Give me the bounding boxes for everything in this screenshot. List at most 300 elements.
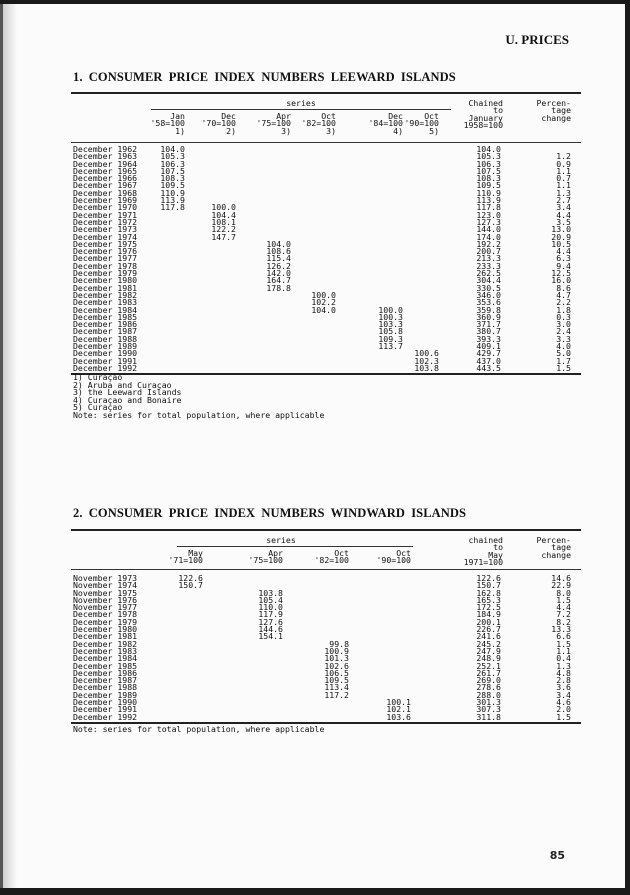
table2-header [71, 531, 581, 569]
percentage-change-value: 2.0 [556, 704, 571, 715]
table-row [71, 226, 581, 233]
chained-value: 248.9 [476, 653, 501, 664]
series-value: 109.3 [378, 333, 403, 344]
chained-value: 393.3 [476, 333, 501, 344]
row-label: December 1992 [73, 711, 138, 722]
series-column-header-l1: Apr [276, 111, 291, 121]
row-label: December 1963 [73, 151, 138, 162]
chained-value: 311.8 [476, 711, 501, 722]
chained-value: 174.0 [476, 231, 501, 242]
percentage-change-value: 1.3 [556, 660, 571, 671]
row-label: December 1964 [73, 158, 138, 169]
chained-value: 301.3 [476, 697, 501, 708]
percentage-change-value: 1.7 [556, 355, 571, 366]
percentage-change-value: 1.5 [556, 711, 571, 722]
series-column-header-l3: 1) [175, 125, 185, 136]
chained-value: 192.2 [476, 238, 501, 249]
series-column-header-l2: '82=100 [314, 555, 349, 566]
percentage-change-value: 20.9 [551, 231, 571, 242]
page-number: 85 [549, 849, 565, 862]
percentage-change-value: 3.5 [556, 216, 571, 227]
chained-value: 360.9 [476, 311, 501, 322]
series-value: 99.8 [329, 638, 349, 649]
table-row [71, 238, 581, 249]
percentage-change-value: 1.5 [556, 594, 571, 605]
chained-value: 150.7 [476, 580, 501, 591]
chained-value: 108.3 [476, 173, 501, 184]
row-label: December 1979 [73, 616, 138, 627]
percentage-change-value: 4.6 [556, 697, 571, 708]
row-label: November 1974 [73, 580, 138, 591]
table-row [71, 333, 581, 344]
chained-value: 247.9 [476, 645, 501, 656]
pct-header-l3: change [541, 549, 571, 560]
percentage-change-value: 4.8 [556, 667, 571, 678]
series-value: 147.7 [211, 231, 236, 242]
series-value: 142.0 [266, 268, 291, 279]
table-row [71, 575, 581, 582]
series-column-header [186, 113, 236, 135]
table-row [71, 706, 581, 713]
percentage-change-value: 14.6 [551, 573, 571, 583]
table-row [71, 255, 581, 262]
chained-value: 144.0 [476, 224, 501, 235]
percentage-change-value: 4.0 [556, 341, 571, 352]
series-value: 103.8 [258, 587, 283, 598]
row-label: November 1976 [73, 594, 138, 605]
series-value: 100.0 [311, 289, 336, 300]
table-row [71, 260, 581, 271]
series-column-header-l2: '75=100 [256, 118, 291, 129]
chained-value: 261.7 [476, 667, 501, 678]
chained-header-l3: May [488, 549, 503, 560]
chained-value: 262.5 [476, 268, 501, 279]
series-value: 108.6 [266, 246, 291, 257]
table-row [71, 321, 581, 328]
series-value: 106.3 [160, 158, 185, 169]
series-column-header-l3: 3) [281, 125, 291, 136]
series-value: 122.6 [178, 573, 203, 583]
row-label: December 1989 [73, 689, 138, 700]
percentage-change-value: 1.3 [556, 187, 571, 198]
row-label: December 1991 [73, 704, 138, 715]
row-label: November 1975 [73, 587, 138, 598]
table1-header [71, 94, 581, 142]
series-column-header-l3: 4) [393, 125, 403, 136]
percentage-change-value: 4.4 [556, 246, 571, 257]
table-row [71, 328, 581, 335]
chained-value: 359.8 [476, 304, 501, 315]
pct-header [521, 537, 571, 559]
series-value: 101.3 [324, 653, 349, 664]
row-label: December 1985 [73, 311, 138, 322]
percentage-change-value: 16.0 [551, 275, 571, 286]
percentage-change-value: 6.6 [556, 631, 571, 642]
series-value: 126.2 [266, 260, 291, 271]
table-row [71, 175, 581, 182]
chained-value: 353.6 [476, 297, 501, 308]
series-value: 110.0 [258, 602, 283, 613]
percentage-change-value: 3.6 [556, 682, 571, 693]
row-label: December 1990 [73, 697, 138, 708]
chained-value: 213.3 [476, 253, 501, 264]
page-gutter-shadow [3, 4, 17, 888]
pct-header-l1: Percen- [536, 98, 571, 108]
row-label: December 1982 [73, 289, 138, 300]
table-row [71, 182, 581, 189]
percentage-change-value: 0.7 [556, 173, 571, 184]
chained-value: 241.6 [476, 631, 501, 642]
chained-value: 330.5 [476, 282, 501, 293]
series-value: 100.6 [414, 348, 439, 359]
row-label: December 1979 [73, 268, 138, 279]
row-label: December 1984 [73, 304, 138, 315]
percentage-change-value: 13.0 [551, 224, 571, 235]
row-label: December 1977 [73, 253, 138, 264]
table-row [71, 146, 581, 153]
series-column-header [135, 113, 185, 135]
series-column-header-l2: '82=100 [301, 118, 336, 129]
chained-value: 165.3 [476, 594, 501, 605]
table1 [71, 92, 581, 375]
series-value: 109.5 [324, 675, 349, 686]
table-row [71, 587, 581, 598]
row-label: December 1980 [73, 275, 138, 286]
series-column-header-l1: May [188, 548, 203, 558]
chained-value: 269.0 [476, 675, 501, 686]
row-label: December 1988 [73, 333, 138, 344]
series-column-header-l1: Dec [388, 111, 403, 121]
table2-notes [73, 726, 324, 734]
series-value: 100.0 [378, 304, 403, 315]
percentage-change-value: 9.4 [556, 260, 571, 271]
chained-value: 252.1 [476, 660, 501, 671]
series-column-header [233, 550, 283, 565]
chained-header [451, 537, 503, 566]
row-label: December 1983 [73, 297, 138, 308]
series-value: 104.0 [311, 304, 336, 315]
footnote: Note: series for total population, where applicable [73, 724, 325, 734]
series-value: 105.4 [258, 594, 283, 605]
percentage-change-value: 10.5 [551, 238, 571, 249]
series-column-header [153, 550, 203, 565]
series-value: 104.0 [160, 144, 185, 154]
percentage-change-value: 3.4 [556, 689, 571, 700]
row-label: December 1965 [73, 165, 138, 176]
percentage-change-value: 8.0 [556, 587, 571, 598]
section-header: U. PRICES [505, 32, 569, 47]
series-column-header-l2: '70=100 [201, 118, 236, 129]
series-value: 102.1 [386, 704, 411, 715]
row-label: November 1977 [73, 602, 138, 613]
table-row [71, 165, 581, 176]
series-value: 113.9 [160, 195, 185, 206]
chained-value: 127.3 [476, 216, 501, 227]
percentage-change-value: 1.5 [556, 638, 571, 649]
series-column-header [389, 113, 439, 135]
series-column-header-l1: Oct [396, 548, 411, 558]
row-label: December 1986 [73, 319, 138, 330]
row-label: December 1968 [73, 187, 138, 198]
series-column-header [299, 550, 349, 565]
percentage-change-value: 2.4 [556, 326, 571, 337]
series-column-header-l2: '84=100 [368, 118, 403, 129]
pct-header-l1: Percen- [536, 535, 571, 545]
percentage-change-value: 13.3 [551, 624, 571, 635]
series-value: 107.5 [160, 165, 185, 176]
percentage-change-value: 1.2 [556, 151, 571, 162]
series-value: 104.4 [211, 209, 236, 220]
series-label: series [286, 98, 316, 108]
series-value: 105.3 [160, 151, 185, 162]
series-value: 103.8 [414, 362, 439, 373]
chained-value: 226.7 [476, 624, 501, 635]
chained-header-l4: 1958=100 [463, 119, 503, 130]
row-label: December 1974 [73, 231, 138, 242]
series-value: 178.8 [266, 282, 291, 293]
chained-value: 409.1 [476, 341, 501, 352]
percentage-change-value: 5.0 [556, 348, 571, 359]
table-row [71, 362, 581, 373]
series-column-header-l1: Oct [321, 111, 336, 121]
percentage-change-value: 1.1 [556, 645, 571, 656]
row-label: December 1969 [73, 195, 138, 206]
series-column-header [286, 113, 336, 135]
chained-header-l2: to [493, 542, 503, 553]
table-row [71, 158, 581, 169]
chained-value: 443.5 [476, 362, 501, 373]
series-value: 102.6 [324, 660, 349, 671]
series-value: 103.6 [386, 711, 411, 722]
pct-header [521, 100, 571, 122]
percentage-change-value: 1.8 [556, 304, 571, 315]
row-label: December 1985 [73, 660, 138, 671]
table-row [71, 582, 581, 589]
chained-header-l1: Chained [468, 98, 503, 108]
percentage-change-value: 0.4 [556, 653, 571, 664]
series-rule [177, 546, 413, 547]
series-value: 144.6 [258, 624, 283, 635]
chained-value: 172.5 [476, 602, 501, 613]
chained-value: 110.9 [476, 187, 501, 198]
chained-value: 245.2 [476, 638, 501, 649]
table-row [71, 304, 581, 315]
series-value: 103.3 [378, 319, 403, 330]
row-label: December 1986 [73, 667, 138, 678]
table-row [71, 209, 581, 220]
chained-header-l3: January [468, 112, 503, 123]
table-row [71, 355, 581, 366]
series-column-header [361, 550, 411, 565]
row-label: December 1962 [73, 144, 138, 154]
series-value: 102.2 [311, 297, 336, 308]
table2-body [71, 570, 581, 721]
table2 [71, 529, 581, 724]
series-value: 164.7 [266, 275, 291, 286]
series-column-header-l1: Apr [268, 548, 283, 558]
table-row [71, 604, 581, 611]
row-label: December 1987 [73, 326, 138, 337]
percentage-change-value: 7.2 [556, 609, 571, 620]
table-row [71, 270, 581, 277]
row-label: December 1967 [73, 180, 138, 191]
table-row [71, 216, 581, 227]
chained-value: 380.7 [476, 326, 501, 337]
row-label: December 1991 [73, 355, 138, 366]
series-column-header-l3: 3) [326, 125, 336, 136]
table-row [71, 616, 581, 627]
row-label: December 1976 [73, 246, 138, 257]
table-row [71, 633, 581, 640]
row-label: December 1981 [73, 631, 138, 642]
table-row [71, 611, 581, 618]
row-label: December 1966 [73, 173, 138, 184]
series-value: 102.3 [414, 355, 439, 366]
row-label: December 1981 [73, 282, 138, 293]
table-row [71, 343, 581, 350]
series-value: 108.3 [160, 173, 185, 184]
percentage-change-value: 4.4 [556, 602, 571, 613]
table-row [71, 689, 581, 700]
chained-value: 307.3 [476, 704, 501, 715]
chained-header-l1: chained [468, 535, 503, 545]
table1-body [71, 143, 581, 372]
series-column-header-l2: '90=100 [404, 118, 439, 129]
series-value: 122.2 [211, 224, 236, 235]
chained-value: 233.3 [476, 260, 501, 271]
series-column-header-l1: Dec [221, 111, 236, 121]
series-column-header-l3: 5) [429, 125, 439, 136]
row-label: December 1989 [73, 341, 138, 352]
chained-value: 123.0 [476, 209, 501, 220]
chained-value: 288.0 [476, 689, 501, 700]
percentage-change-value: 2.2 [556, 297, 571, 308]
row-label: December 1988 [73, 682, 138, 693]
percentage-change-value: 2.7 [556, 195, 571, 206]
row-label: December 1973 [73, 224, 138, 235]
series-rule [151, 109, 451, 110]
table-row [71, 248, 581, 255]
table1-title: 1. CONSUMER PRICE INDEX NUMBERS LEEWARD ISLANDS [73, 70, 456, 84]
series-value: 117.2 [324, 689, 349, 700]
percentage-change-value: 1.1 [556, 165, 571, 176]
chained-header [451, 100, 503, 129]
row-label: December 1984 [73, 653, 138, 664]
footnote: 2) Aruba and Curaçao [73, 379, 172, 390]
document-page [0, 4, 625, 888]
pct-header-l2: tage [551, 542, 571, 553]
table-row [71, 594, 581, 605]
percentage-change-value: 3.0 [556, 319, 571, 330]
chained-value: 117.8 [476, 202, 501, 213]
table2-title: 2. CONSUMER PRICE INDEX NUMBERS WINDWARD ISLANDS [73, 506, 467, 520]
row-label: December 1978 [73, 609, 138, 620]
series-column-header-l1: Oct [424, 111, 439, 121]
series-column-header-l3: 2) [226, 125, 236, 136]
row-label: December 1971 [73, 209, 138, 220]
footnote: 1) Curaçao [73, 372, 123, 382]
percentage-change-value: 2.8 [556, 675, 571, 686]
percentage-change-value: 4.4 [556, 209, 571, 220]
series-value: 109.5 [160, 180, 185, 191]
series-column-header-l2: '58=100 [150, 118, 185, 129]
series-value: 105.8 [378, 326, 403, 337]
row-label: December 1983 [73, 645, 138, 656]
chained-value: 113.9 [476, 195, 501, 206]
row-label: November 1973 [73, 573, 138, 583]
series-value: 100.0 [211, 202, 236, 213]
footnote: 5) Curaçao [73, 402, 123, 413]
table-row [71, 204, 581, 211]
series-value: 100.3 [378, 311, 403, 322]
table-row [71, 231, 581, 242]
row-label: December 1970 [73, 202, 138, 213]
chained-value: 346.0 [476, 289, 501, 300]
series-value: 110.9 [160, 187, 185, 198]
percentage-change-value: 3.4 [556, 202, 571, 213]
row-label: December 1978 [73, 260, 138, 271]
series-value: 113.4 [324, 682, 349, 693]
series-value: 117.8 [160, 202, 185, 213]
chained-value: 200.7 [476, 246, 501, 257]
series-value: 106.5 [324, 667, 349, 678]
pct-header-l2: tage [551, 105, 571, 116]
footnote: 3) the Leeward Islands [73, 387, 182, 398]
series-value: 113.7 [378, 341, 403, 352]
chained-value: 184.9 [476, 609, 501, 620]
row-label: December 1982 [73, 638, 138, 649]
percentage-change-value: 1.5 [556, 362, 571, 373]
percentage-change-value: 8.6 [556, 282, 571, 293]
series-value: 100.9 [324, 645, 349, 656]
series-column-header-l2: '75=100 [248, 555, 283, 566]
table-row [71, 350, 581, 357]
series-value: 127.6 [258, 616, 283, 627]
percentage-change-value: 0.9 [556, 158, 571, 169]
percentage-change-value: 8.2 [556, 616, 571, 627]
chained-value: 278.6 [476, 682, 501, 693]
series-column-header-l2: '90=100 [376, 555, 411, 566]
chained-header-l4: 1971=100 [463, 556, 503, 567]
percentage-change-value: 12.5 [551, 268, 571, 279]
percentage-change-value: 6.3 [556, 253, 571, 264]
table-row [71, 187, 581, 198]
table-row [71, 311, 581, 322]
chained-value: 429.7 [476, 348, 501, 359]
chained-value: 107.5 [476, 165, 501, 176]
series-value: 115.4 [266, 253, 291, 264]
series-value: 104.0 [266, 238, 291, 249]
series-value: 150.7 [178, 580, 203, 591]
chained-value: 200.1 [476, 616, 501, 627]
row-label: December 1992 [73, 362, 138, 373]
chained-value: 105.3 [476, 151, 501, 162]
table-row [71, 626, 581, 633]
series-value: 108.1 [211, 216, 236, 227]
chained-value: 122.6 [476, 573, 501, 583]
percentage-change-value: 3.3 [556, 333, 571, 344]
series-label: series [266, 535, 296, 545]
chained-value: 162.8 [476, 587, 501, 598]
chained-value: 371.7 [476, 319, 501, 330]
series-column-header-l1: Oct [334, 548, 349, 558]
row-label: December 1975 [73, 238, 138, 249]
percentage-change-value: 1.1 [556, 180, 571, 191]
chained-value: 109.5 [476, 180, 501, 191]
series-value: 100.1 [386, 697, 411, 708]
pct-header-l3: change [541, 112, 571, 123]
footnote: Note: series for total population, where applicable [73, 409, 325, 420]
